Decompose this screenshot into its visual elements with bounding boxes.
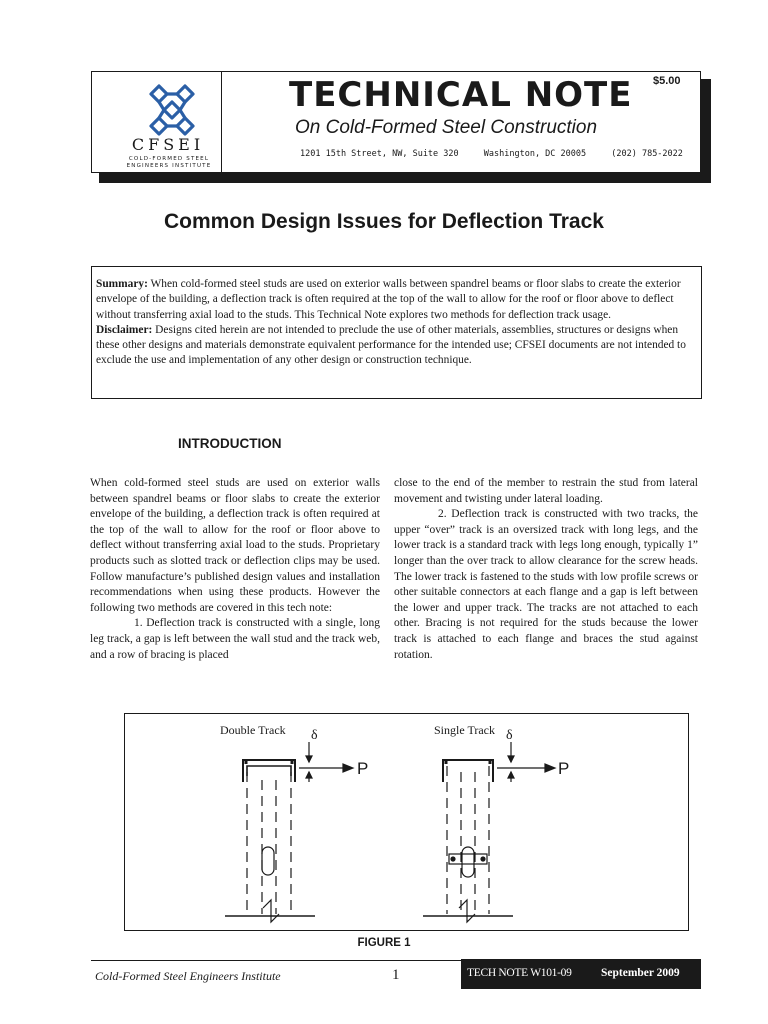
logo-name: CFSEI <box>131 135 205 154</box>
intro-paragraph-1: When cold-formed steel studs are used on exterior walls between spandrel beams or floor slabs to create the exterior envelope of the building, a deflection track is often required at the top of the wall to allow for the roof or floor above to deflect without transferring axial load to the studs. Proprietary products such as slotted track or deflection clips may be used. Follow manufacture’s published design values and installation recommendations when using these products. However the following two methods are covered in this tech note: <box>90 477 380 614</box>
summary-label: Summary: <box>96 278 148 290</box>
single-track-detail <box>423 742 555 922</box>
label-single-track: Single Track <box>434 723 496 737</box>
figure-drawing <box>125 714 688 930</box>
introduction-heading: INTRODUCTION <box>178 436 282 451</box>
figure-1 <box>124 713 689 931</box>
disclaimer-text: Designs cited herein are not intended to preclude the use of other materials, assemblies, structures or designs when these other designs and materials demonstrate equivalent performance for the intended use; CFSEI documents are not intended to exclude the use and implementation of any other design or construction technique. <box>96 323 686 367</box>
technical-note-subtitle: On Cold-Formed Steel Construction <box>295 117 598 138</box>
city-address: Washington, DC 20005 <box>483 149 587 159</box>
body-column-left <box>90 476 380 663</box>
logo-subtitle-line2: ENGINEERS INSTITUTE <box>126 163 212 169</box>
header-box <box>91 71 701 173</box>
logo-subtitle <box>114 156 224 170</box>
intro-paragraph-3: close to the end of the member to restrain the stud from lateral movement and twisting under lateral loading. <box>394 477 698 505</box>
contact-line <box>300 149 703 159</box>
load-p-double: P <box>357 759 369 778</box>
label-double-track: Double Track <box>220 723 286 737</box>
load-p-single: P <box>558 759 570 778</box>
price: $5.00 <box>653 75 681 87</box>
footer-bar <box>461 959 701 989</box>
phone-number: (202) 785-2022 <box>611 149 683 159</box>
footer-institute: Cold-Formed Steel Engineers Institute <box>95 969 281 983</box>
logo-subtitle-line1: COLD-FORMED STEEL <box>128 156 210 162</box>
summary-box <box>91 266 702 399</box>
street-address: 1201 15th Street, NW, Suite 320 <box>300 149 459 159</box>
technical-note-title: TECHNICAL NOTE <box>289 75 633 115</box>
double-track-detail <box>225 742 353 922</box>
summary-text: When cold-formed steel studs are used on exterior walls between spandrel beams or floor slabs to create the exterior envelope of the building, a deflection track is often required at the top of the wall to allow for the roof or floor above to deflect without transferring axial load to the studs. This Technical Note explores two methods for deflection track usage. <box>96 278 681 321</box>
intro-paragraph-4: 2. Deflection track is constructed with two tracks, the upper “over” track is an oversized track with long legs, and the lower track is a standard track with legs long enough, typically 1” longer than the over track to allow clearance for the screw heads. The lower track is fastened to the studs with low profile screws or other suitable connectors at each flange and a gap is left between the lower and upper track. The tracks are not attached to each other. Bracing is not required for the studs because the lower track is attached to each flange and braces the stud against rotation. <box>394 508 698 661</box>
publication-date: September 2009 <box>601 967 680 979</box>
disclaimer-label: Disclaimer: <box>96 323 153 336</box>
tech-note-number: TECH NOTE W101-09 <box>467 967 572 979</box>
footer-rule <box>91 960 461 961</box>
cfsei-logo-icon <box>145 80 199 142</box>
header-divider <box>221 72 222 172</box>
document-title: Common Design Issues for Deflection Track <box>164 210 604 233</box>
delta-symbol-double: δ <box>311 728 318 743</box>
body-column-right <box>394 476 698 663</box>
figure-caption: FIGURE 1 <box>357 937 411 949</box>
intro-paragraph-2: 1. Deflection track is constructed with a single, long leg track, a gap is left between the wall stud and the track web, and a row of bracing is placed <box>90 617 380 661</box>
page-number: 1 <box>392 967 400 983</box>
delta-symbol-single: δ <box>506 728 513 743</box>
